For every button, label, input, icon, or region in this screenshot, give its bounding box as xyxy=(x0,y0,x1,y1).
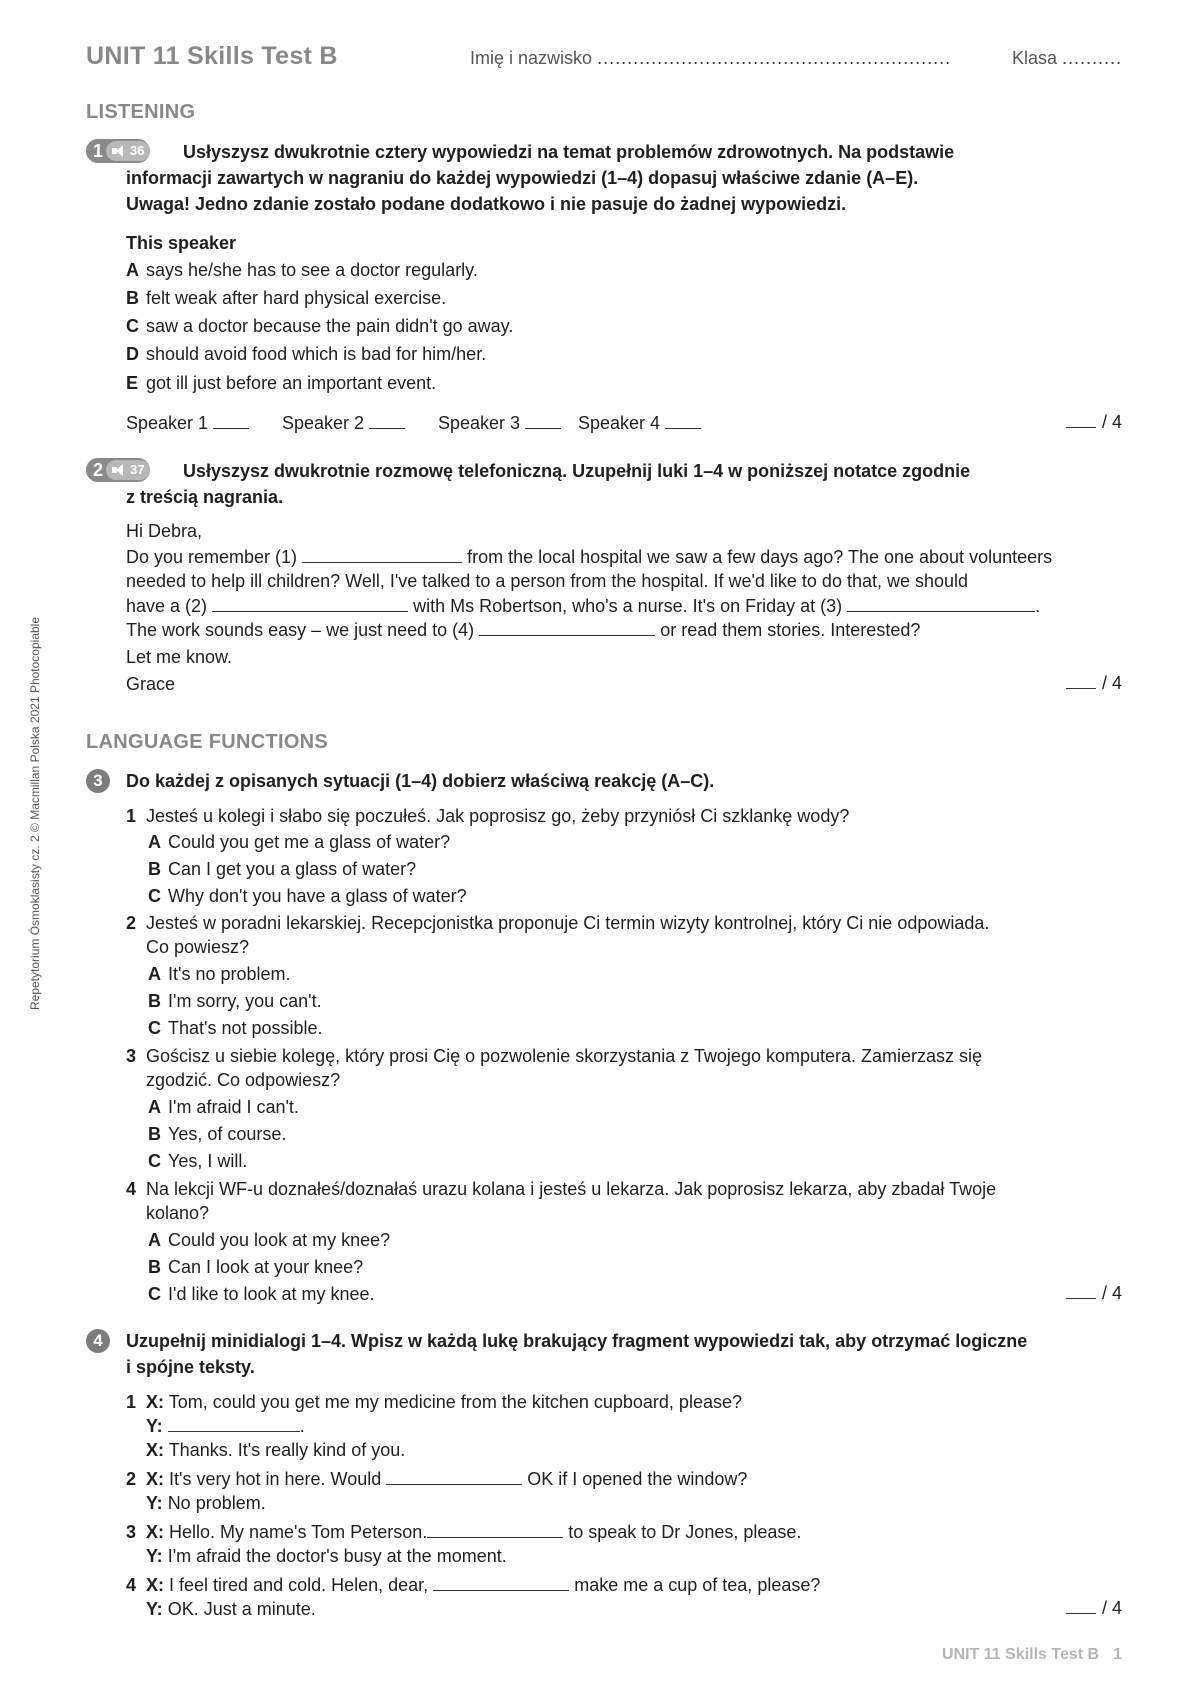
dialogue-1-gap[interactable] xyxy=(168,1415,300,1432)
response-1b[interactable]: B Can I get you a glass of water? xyxy=(148,859,417,879)
response-4c[interactable]: C I'd like to look at my knee. xyxy=(148,1284,375,1304)
dialogue-3-x: 3 X: Hello. My name's Tom Peterson. to speak to Dr Jones, please. xyxy=(126,1522,802,1542)
exercise-number: 4 xyxy=(86,1329,110,1353)
footer-title: UNIT 11 Skills Test B xyxy=(942,1646,1100,1663)
option-c: C saw a doctor because the pain didn't go away. xyxy=(126,316,514,336)
exercise-number-badge xyxy=(86,139,150,163)
exercise-number: 3 xyxy=(86,769,110,793)
exercise-1-header xyxy=(86,139,1122,219)
exercise-4-instruction-line-2: i spójne teksty. xyxy=(126,1357,255,1377)
exercise-4-score[interactable]: / 4 xyxy=(1066,1597,1122,1619)
dialogue-2-x: 2 X: It's very hot in here. Would OK if I opened the window? xyxy=(126,1469,748,1489)
situation-3-cont: zgodzić. Co odpowiesz? xyxy=(146,1070,341,1090)
track-number: 36 xyxy=(130,143,145,158)
exercise-2-instruction-line-1: Usłyszysz dwukrotnie rozmowę telefoniczną. Uzupełnij luki 1–4 w poniższej notatce zgodnie xyxy=(183,461,971,481)
response-3a[interactable]: A I'm afraid I can't. xyxy=(148,1097,299,1117)
dialogue-3-gap[interactable] xyxy=(427,1521,563,1538)
section-title-language-functions: LANGUAGE FUNCTIONS xyxy=(86,731,329,753)
section-title-listening: LISTENING xyxy=(86,101,196,123)
name-field[interactable] xyxy=(470,48,951,69)
exercise-number: 1 xyxy=(86,139,110,163)
note-let-me-know: Let me know. xyxy=(126,647,233,667)
exercise-number: 2 xyxy=(86,458,110,482)
gap-1[interactable] xyxy=(302,546,462,563)
option-b: B felt weak after hard physical exercise. xyxy=(126,288,447,308)
response-4b[interactable]: B Can I look at your knee? xyxy=(148,1257,364,1277)
situation-4: 4 Na lekcji WF-u doznałeś/doznałaś urazu kolana i jesteś u lekarza. Jak poprosisz lekarza, aby zbadał Twoje xyxy=(126,1179,997,1199)
response-2b[interactable]: B I'm sorry, you can't. xyxy=(148,991,322,1011)
unit-title: UNIT 11 Skills Test B xyxy=(86,42,338,70)
option-a: A says he/she has to see a doctor regularly. xyxy=(126,260,478,280)
exercise-3-instruction: Do każdej z opisanych sytuacji (1–4) dobierz właściwą reakcję (A–C). xyxy=(126,771,715,791)
response-1c[interactable]: C Why don't you have a glass of water? xyxy=(148,886,467,906)
dialogue-1-y: Y: . xyxy=(146,1416,305,1436)
speaker-3-answer[interactable]: Speaker 3 xyxy=(438,411,561,435)
situation-2-cont: Co powiesz? xyxy=(146,937,250,957)
note-line-1: Do you remember (1) from the local hospital we saw a few days ago? The one about volunteers xyxy=(126,547,1053,567)
class-field[interactable] xyxy=(1012,48,1122,69)
note-line-4: The work sounds easy – we just need to (4) or read them stories. Interested? xyxy=(126,620,921,640)
class-label: Klasa xyxy=(1011,48,1057,68)
audio-track-badge xyxy=(106,460,150,480)
response-2a[interactable]: A It's no problem. xyxy=(148,964,291,984)
situation-4-cont: kolano? xyxy=(146,1203,210,1223)
dialogue-2-gap[interactable] xyxy=(386,1468,522,1485)
track-number: 37 xyxy=(130,462,145,477)
exercise-1-score[interactable]: / 4 xyxy=(1066,411,1122,433)
response-2c[interactable]: C That's not possible. xyxy=(148,1018,323,1038)
class-dots: .......... xyxy=(1061,48,1122,68)
exercise-3-score[interactable]: / 4 xyxy=(1066,1282,1122,1304)
exercise-2-header xyxy=(86,458,1122,512)
note-line-2: needed to help ill children? Well, I've talked to a person from the hospital. If we'd like to do that, we should xyxy=(126,571,969,591)
option-e: E got ill just before an important event. xyxy=(126,373,437,393)
copyright-side-text: Repetytorium Ósmoklasisty cz. 2 © Macmillan Polska 2021 Photocopiable xyxy=(28,616,42,1010)
exercise-4-instruction-line-1: Uzupełnij minidialogi 1–4. Wpisz w każdą lukę brakujący fragment wypowiedzi tak, aby otrzymać logiczne xyxy=(126,1331,1028,1351)
gap-2[interactable] xyxy=(212,595,408,612)
speaker-4-answer[interactable]: Speaker 4 xyxy=(578,411,701,435)
note-greeting: Hi Debra, xyxy=(126,521,203,541)
audio-speaker-icon xyxy=(112,464,126,476)
exercise-number-badge xyxy=(86,458,150,482)
dialogue-1-x: 1 X: Tom, could you get me my medicine from the kitchen cupboard, please? xyxy=(126,1392,742,1412)
dialogue-4-gap[interactable] xyxy=(433,1574,569,1591)
audio-track-badge xyxy=(106,141,150,161)
dialogue-3-y: Y: I'm afraid the doctor's busy at the moment. xyxy=(146,1546,507,1566)
exercise-2-score[interactable]: / 4 xyxy=(1066,672,1122,694)
exercise-4-header xyxy=(86,1328,1122,1382)
name-label: Imię i nazwisko xyxy=(470,48,593,68)
response-4a[interactable]: A Could you look at my knee? xyxy=(148,1230,391,1250)
exercise-3-header xyxy=(86,768,1122,796)
gap-3[interactable] xyxy=(847,595,1035,612)
exercise-1-instruction-line-2: informacji zawartych w nagraniu do każdej wypowiedzi (1–4) dopasuj właściwe zdanie (A–E). xyxy=(126,168,919,188)
page-header xyxy=(86,38,1122,78)
audio-speaker-icon xyxy=(112,145,126,157)
dialogue-1-x2: X: Thanks. It's really kind of you. xyxy=(146,1440,406,1460)
situation-2: 2 Jesteś w poradni lekarskiej. Recepcjonistka proponuje Ci termin wizyty kontrolnej, który Ci nie odpowiada. xyxy=(126,913,990,933)
dialogue-4-y: Y: OK. Just a minute. xyxy=(146,1599,316,1619)
gap-4[interactable] xyxy=(479,619,655,636)
note-line-3: have a (2) with Ms Robertson, who's a nurse. It's on Friday at (3) . xyxy=(126,596,1041,616)
exercise-2-instruction-line-2: z treścią nagrania. xyxy=(126,487,284,507)
situation-3: 3 Gościsz u siebie kolegę, który prosi Cię o pozwolenie skorzystania z Twojego komputera. Zamierzasz się xyxy=(126,1046,983,1066)
response-3b[interactable]: B Yes, of course. xyxy=(148,1124,287,1144)
page-number: 1 xyxy=(1113,1646,1122,1663)
speaker-2-answer[interactable]: Speaker 2 xyxy=(282,411,405,435)
option-d: D should avoid food which is bad for him/her. xyxy=(126,344,487,364)
note-signature: Grace xyxy=(126,674,176,694)
response-3c[interactable]: C Yes, I will. xyxy=(148,1151,248,1171)
this-speaker-lead: This speaker xyxy=(126,233,237,253)
exercise-1-instruction-line-1: Usłyszysz dwukrotnie cztery wypowiedzi na temat problemów zdrowotnych. Na podstawie xyxy=(183,142,955,162)
response-1a[interactable]: A Could you get me a glass of water? xyxy=(148,832,451,852)
exercise-1-instruction-line-3: Uwaga! Jedno zdanie zostało podane dodatkowo i nie pasuje do żadnej wypowiedzi. xyxy=(126,194,847,214)
situation-1: 1 Jesteś u kolegi i słabo się poczułeś. Jak poprosisz go, żeby przyniósł Ci szklankę wody? xyxy=(126,806,850,826)
name-dots: ........................................................... xyxy=(597,48,952,68)
speaker-1-answer[interactable]: Speaker 1 xyxy=(126,411,249,435)
dialogue-4-x: 4 X: I feel tired and cold. Helen, dear, make me a cup of tea, please? xyxy=(126,1575,821,1595)
dialogue-2-y: Y: No problem. xyxy=(146,1493,266,1513)
page-footer xyxy=(942,1646,1122,1664)
